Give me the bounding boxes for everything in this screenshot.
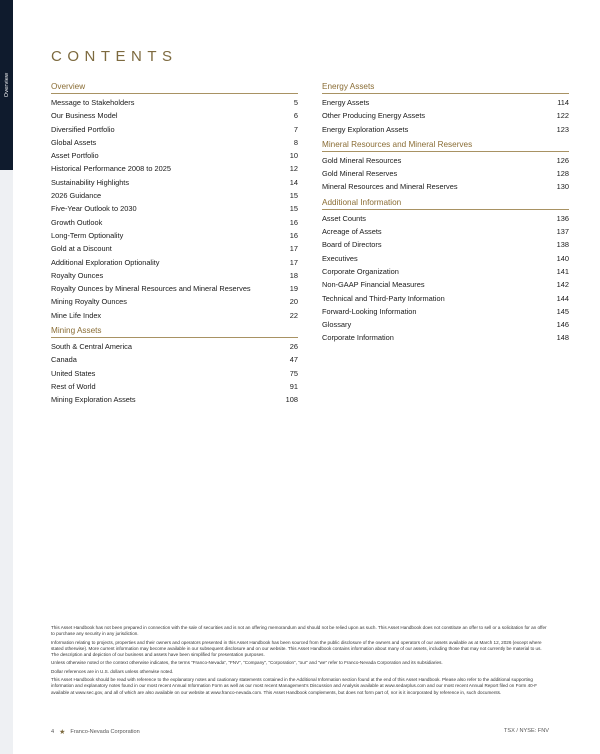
section-heading: Additional Information: [322, 198, 569, 210]
entry-page: 26: [289, 342, 298, 352]
page-footer: [51, 728, 549, 736]
entry-label: Glossary: [322, 320, 352, 330]
entry-page: 7: [293, 124, 298, 134]
disclaimer-footnotes: [51, 625, 549, 698]
toc-entry[interactable]: [51, 176, 298, 189]
entry-label: Historical Performance 2008 to 2025: [51, 164, 171, 174]
toc-entry[interactable]: [51, 189, 298, 202]
entry-page: 141: [556, 266, 569, 276]
star-icon: ★: [59, 729, 66, 736]
toc-entry[interactable]: [322, 305, 569, 318]
toc-entry[interactable]: [51, 109, 298, 122]
entry-page: 14: [289, 177, 298, 187]
entry-label: 2026 Guidance: [51, 191, 102, 201]
entry-page: 6: [293, 111, 298, 121]
entry-page: 75: [289, 368, 298, 378]
footnote-paragraph: Unless otherwise noted or the context otherwise indicates, the terms “Franco-Nevada”, “FNV”, “Company”, “Corporation”, “our” and “we” refer to Franco-Nevada Corporation and its subsidiaries.: [51, 660, 443, 666]
entry-page: 8: [293, 137, 298, 147]
section-heading: Mineral Resources and Mineral Reserves: [322, 140, 569, 152]
toc-entry[interactable]: [322, 96, 569, 109]
section-heading: Energy Assets: [322, 82, 569, 94]
toc-section-mineral-resources: [322, 140, 569, 194]
entry-label: Canada: [51, 355, 77, 365]
entry-label: Forward-Looking Information: [322, 306, 417, 316]
entry-label: Five-Year Outlook to 2030: [51, 204, 137, 214]
entry-label: Board of Directors: [322, 240, 382, 250]
toc-entry[interactable]: [51, 269, 298, 282]
toc-entry[interactable]: [51, 96, 298, 109]
toc-entry[interactable]: [322, 212, 569, 225]
toc-entry[interactable]: [322, 318, 569, 331]
toc-entry[interactable]: [51, 229, 298, 242]
entry-label: Rest of World: [51, 381, 96, 391]
entry-page: 12: [289, 164, 298, 174]
entry-label: Other Producing Energy Assets: [322, 111, 426, 121]
entry-label: Technical and Third-Party Information: [322, 293, 445, 303]
entry-label: Executives: [322, 253, 358, 263]
entry-label: Acreage of Assets: [322, 227, 382, 237]
toc-entry[interactable]: [51, 242, 298, 255]
section-heading: Overview: [51, 82, 298, 94]
entry-page: 140: [556, 253, 569, 263]
toc-entry[interactable]: [51, 282, 298, 295]
page-title: CONTENTS: [51, 48, 178, 65]
entry-label: United States: [51, 368, 96, 378]
toc-entry[interactable]: [51, 123, 298, 136]
toc-entry[interactable]: [51, 340, 298, 353]
entry-label: Energy Exploration Assets: [322, 124, 409, 134]
entry-page: 146: [556, 320, 569, 330]
entry-label: Sustainability Highlights: [51, 177, 130, 187]
entry-page: 19: [289, 284, 298, 294]
entry-page: 126: [556, 155, 569, 165]
toc-entry[interactable]: [322, 238, 569, 251]
entry-label: Mining Exploration Assets: [51, 395, 136, 405]
entry-page: 145: [556, 306, 569, 316]
entry-page: 47: [289, 355, 298, 365]
entry-page: 17: [289, 244, 298, 254]
entry-page: 18: [289, 270, 298, 280]
entry-label: Royalty Ounces by Mineral Resources and Mineral Reserves: [51, 284, 251, 294]
toc-entry[interactable]: [322, 225, 569, 238]
entry-label: Mining Royalty Ounces: [51, 297, 127, 307]
side-strip: [0, 170, 13, 754]
side-tab: [0, 0, 13, 170]
entry-page: 122: [556, 111, 569, 121]
entry-label: Asset Counts: [322, 213, 366, 223]
page-number: 4: [51, 729, 55, 735]
toc-entry[interactable]: [51, 162, 298, 175]
entry-page: 142: [556, 280, 569, 290]
toc-entry[interactable]: [322, 154, 569, 167]
entry-page: 5: [293, 98, 298, 107]
entry-label: Non-GAAP Financial Measures: [322, 280, 425, 290]
entry-page: 91: [289, 381, 298, 391]
entry-page: 128: [556, 169, 569, 179]
toc-entry[interactable]: [322, 180, 569, 193]
entry-label: Mine Life Index: [51, 310, 102, 320]
entry-page: 20: [289, 297, 298, 307]
toc-entry[interactable]: [51, 380, 298, 393]
company-name: Franco-Nevada Corporation: [70, 729, 140, 735]
entry-label: Our Business Model: [51, 111, 118, 121]
entry-page: 15: [289, 191, 298, 201]
toc-entry[interactable]: [322, 278, 569, 291]
toc-entry[interactable]: [51, 136, 298, 149]
entry-label: Corporate Organization: [322, 266, 399, 276]
entry-page: 108: [285, 395, 298, 405]
entry-page: 22: [289, 310, 298, 320]
toc-entry[interactable]: [322, 292, 569, 305]
footnote-paragraph: Information relating to projects, properties and their owners and operators presented in this Asset Handbook has been sourced from the public disclosure of the owners and operators of our assets available as at March 12, 2026 (except where stated otherwise). More current information may become available in our subsequent disclosure and on our website. This Asset Handbook contains information about many of our assets, including those that may not currently be material to us. The description and depiction of our business and assets have been simplified for presentation purposes.: [51, 639, 542, 657]
entry-label: Energy Assets: [322, 98, 370, 107]
entry-label: Diversified Portfolio: [51, 124, 115, 134]
entry-page: 123: [556, 124, 569, 134]
toc-entry[interactable]: [322, 123, 569, 136]
entry-page: 138: [556, 240, 569, 250]
toc-entry[interactable]: [322, 331, 569, 344]
entry-page: 10: [289, 151, 298, 161]
toc-entry[interactable]: [322, 252, 569, 265]
entry-label: Asset Portfolio: [51, 151, 99, 161]
entry-page: 114: [557, 98, 569, 107]
entry-label: Additional Exploration Optionality: [51, 257, 160, 267]
toc-left-column: [51, 82, 298, 411]
toc-entry[interactable]: [51, 353, 298, 366]
entry-label: Growth Outlook: [51, 217, 103, 227]
entry-page: 144: [556, 293, 569, 303]
entry-page: 137: [556, 227, 569, 237]
entry-label: Royalty Ounces: [51, 270, 104, 280]
entry-label: Gold at a Discount: [51, 244, 112, 254]
toc-entry[interactable]: [51, 367, 298, 380]
toc-entry[interactable]: [322, 265, 569, 278]
footer-left: [51, 728, 140, 736]
entry-page: 148: [556, 333, 569, 343]
section-heading: Mining Assets: [51, 326, 298, 338]
footnote-paragraph: This Asset Handbook should be read with reference to the explanatory notes and cautionary statements contained in the Additional Information section found at the end of this Asset Handbook. Please also refer to the additional supporting information and explanatory notes found in our most recent Annual Information Form as well as our most recent Management’s Discussion and Analysis available at www.sedarplus.com and our most recent Annual Report filed on Form 40-F available at www.sec.gov, and all of which are also available on our website at www.franco-nevada.com. This Asset Handbook complements, but does not form part of, nor is it incorporated by reference in, such documents.: [51, 677, 538, 695]
entry-page: 16: [289, 230, 298, 240]
entry-label: South & Central America: [51, 342, 132, 352]
toc-entry[interactable]: [51, 256, 298, 269]
toc-entry[interactable]: [51, 149, 298, 162]
entry-page: 15: [289, 204, 298, 214]
toc-right-column: [322, 82, 569, 349]
entry-label: Gold Mineral Reserves: [322, 169, 398, 179]
side-tab-label: Overview: [4, 72, 10, 98]
ticker-symbols: TSX / NYSE: FNV: [503, 728, 549, 734]
toc-entry[interactable]: [322, 167, 569, 180]
entry-page: 16: [289, 217, 298, 227]
entry-page: 130: [556, 182, 569, 192]
footnote-paragraph: This Asset Handbook has not been prepared in connection with the sale of securities and is not an offering memorandum and should not be relied upon as such. This Asset Handbook does not constitute an offer to sell or a solicitation for an offer to purchase any security in any jurisdiction.: [51, 625, 547, 637]
toc-entry[interactable]: [51, 202, 298, 215]
toc-section-additional-information: [322, 198, 569, 345]
toc-section-energy-assets: [322, 82, 569, 136]
toc-entry[interactable]: [51, 295, 298, 308]
toc-section-mining-assets: [51, 326, 298, 406]
entry-page: 136: [556, 213, 569, 223]
footnote-paragraph: Dollar references are in U.S. dollars unless otherwise noted.: [51, 668, 174, 674]
entry-label: Global Assets: [51, 137, 97, 147]
toc-entry[interactable]: [51, 216, 298, 229]
toc-entry[interactable]: [51, 393, 298, 406]
toc-entry[interactable]: [51, 309, 298, 322]
toc-entry[interactable]: [322, 109, 569, 122]
entry-label: Gold Mineral Resources: [322, 155, 402, 165]
entry-label: Long-Term Optionality: [51, 230, 124, 240]
entry-page: 17: [289, 257, 298, 267]
toc-section-overview: [51, 82, 298, 322]
entry-label: Corporate Information: [322, 333, 394, 343]
entry-label: Mineral Resources and Mineral Reserves: [322, 182, 458, 192]
entry-label: Message to Stakeholders: [51, 98, 135, 107]
